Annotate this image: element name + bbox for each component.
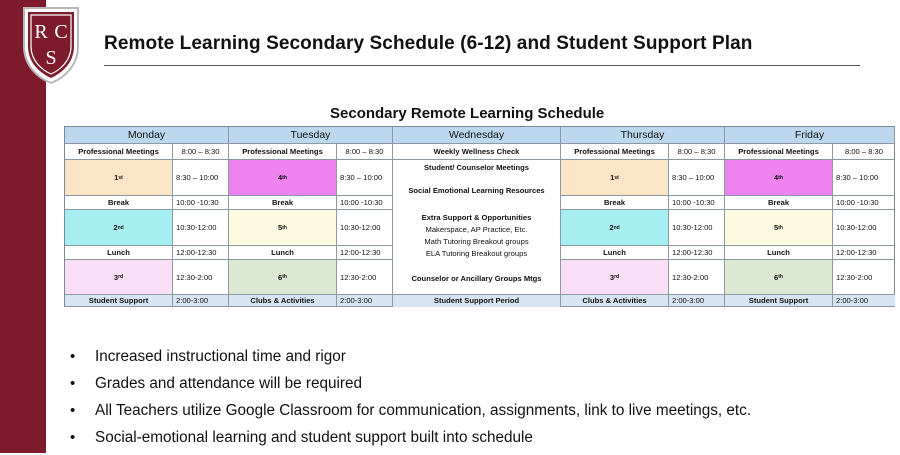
thursday-period-time: 8:00 – 8:30 bbox=[669, 144, 725, 160]
day-header-friday: Friday bbox=[725, 127, 895, 144]
day-header-monday: Monday bbox=[65, 127, 229, 144]
thursday-period-time: 2:00-3:00 bbox=[669, 295, 725, 307]
monday-period-time: 8:00 – 8:30 bbox=[173, 144, 229, 160]
thursday-period-label: Lunch bbox=[561, 246, 669, 260]
thursday-period-label: Break bbox=[561, 196, 669, 210]
day-header-wednesday: Wednesday bbox=[393, 127, 561, 144]
tuesday-period-label: Break bbox=[229, 196, 337, 210]
friday-period-label: 5 th bbox=[725, 210, 833, 246]
tuesday-period-time: 12:00-12:30 bbox=[337, 246, 393, 260]
monday-period-label: Professional Meetings bbox=[65, 144, 173, 160]
monday-period-time: 10:00 -10:30 bbox=[173, 196, 229, 210]
day-header-tuesday: Tuesday bbox=[229, 127, 393, 144]
slide-title: Remote Learning Secondary Schedule (6-12) and Student Support Plan bbox=[104, 33, 753, 54]
logo-letter-c: C bbox=[54, 21, 68, 43]
thursday-period-time: 10:30-12:00 bbox=[669, 210, 725, 246]
monday-period-label: Break bbox=[65, 196, 173, 210]
wednesday-groups-meetings: Counselor or Ancillary Groups Mtgs bbox=[411, 274, 542, 283]
wednesday-extra-item: Math Tutoring Breakout groups bbox=[424, 237, 529, 246]
monday-period-time: 8:30 – 10:00 bbox=[173, 160, 229, 196]
wednesday-counselor-meetings: Student/ Counselor Meetings bbox=[423, 163, 530, 172]
monday-period-time: 12:00-12:30 bbox=[173, 246, 229, 260]
thursday-period-label: Professional Meetings bbox=[561, 144, 669, 160]
tuesday-period-label: Lunch bbox=[229, 246, 337, 260]
day-header-thursday: Thursday bbox=[561, 127, 725, 144]
wednesday-student-support-period: Student Support Period bbox=[393, 294, 560, 307]
friday-period-time: 8:30 – 10:00 bbox=[833, 160, 895, 196]
tuesday-period-time: 2:00-3:00 bbox=[337, 295, 393, 307]
wednesday-wellness-check: Weekly Wellness Check bbox=[433, 147, 520, 156]
tuesday-period-label: 5 th bbox=[229, 210, 337, 246]
tuesday-period-time: 10:00 -10:30 bbox=[337, 196, 393, 210]
friday-period-label: Professional Meetings bbox=[725, 144, 833, 160]
bullet-item: • Grades and attendance will be required bbox=[70, 374, 751, 401]
monday-period-label: 2 nd bbox=[65, 210, 173, 246]
thursday-period-time: 12:00-12:30 bbox=[669, 246, 725, 260]
title-divider bbox=[104, 65, 860, 66]
tuesday-period-time: 10:30-12:00 bbox=[337, 210, 393, 246]
bullet-item: • All Teachers utilize Google Classroom for communication, assignments, link to live meetings, etc. bbox=[70, 401, 751, 428]
bullet-list bbox=[70, 347, 751, 455]
monday-period-label: 3 rd bbox=[65, 260, 173, 295]
wednesday-extra-item: Makerspace, AP Practice, Etc. bbox=[425, 225, 528, 234]
monday-period-time: 10:30-12:00 bbox=[173, 210, 229, 246]
thursday-period-label: 1 st bbox=[561, 160, 669, 196]
tuesday-period-label: Clubs & Activities bbox=[229, 295, 337, 307]
tuesday-period-time: 12:30-2:00 bbox=[337, 260, 393, 295]
monday-period-time: 12:30-2:00 bbox=[173, 260, 229, 295]
logo-letter-r: R bbox=[34, 21, 48, 43]
wednesday-divider bbox=[393, 159, 560, 160]
thursday-period-label: 2 nd bbox=[561, 210, 669, 246]
tuesday-period-time: 8:30 – 10:00 bbox=[337, 160, 393, 196]
thursday-period-label: Clubs & Activities bbox=[561, 295, 669, 307]
tuesday-period-label: 6 th bbox=[229, 260, 337, 295]
friday-period-label: 6 th bbox=[725, 260, 833, 295]
thursday-period-time: 10:00 -10:30 bbox=[669, 196, 725, 210]
bullet-item: • Increased instructional time and rigor bbox=[70, 347, 751, 374]
friday-period-time: 8:00 – 8:30 bbox=[833, 144, 895, 160]
friday-period-label: Lunch bbox=[725, 246, 833, 260]
friday-period-time: 10:00 -10:30 bbox=[833, 196, 895, 210]
wednesday-sel-resources: Social Emotional Learning Resources bbox=[408, 186, 545, 195]
friday-period-time: 12:00-12:30 bbox=[833, 246, 895, 260]
friday-period-time: 10:30-12:00 bbox=[833, 210, 895, 246]
monday-period-label: Lunch bbox=[65, 246, 173, 260]
logo-letter-s: S bbox=[45, 47, 57, 69]
schedule-table bbox=[64, 126, 895, 307]
monday-period-label: Student Support bbox=[65, 295, 173, 307]
friday-period-label: 4 th bbox=[725, 160, 833, 196]
tuesday-period-time: 8:00 – 8:30 bbox=[337, 144, 393, 160]
tuesday-period-label: 4 th bbox=[229, 160, 337, 196]
monday-period-time: 2:00-3:00 bbox=[173, 295, 229, 307]
monday-period-label: 1 st bbox=[65, 160, 173, 196]
rcs-shield-logo bbox=[20, 4, 82, 86]
wednesday-column bbox=[393, 144, 561, 307]
friday-period-label: Student Support bbox=[725, 295, 833, 307]
tuesday-period-label: Professional Meetings bbox=[229, 144, 337, 160]
friday-period-time: 12:30-2:00 bbox=[833, 260, 895, 295]
thursday-period-label: 3 rd bbox=[561, 260, 669, 295]
wednesday-extra-support-title: Extra Support & Opportunities bbox=[421, 213, 532, 222]
bullet-item: • Social-emotional learning and student support built into schedule bbox=[70, 428, 751, 455]
friday-period-label: Break bbox=[725, 196, 833, 210]
friday-period-time: 2:00-3:00 bbox=[833, 295, 895, 307]
schedule-title: Secondary Remote Learning Schedule bbox=[330, 105, 605, 122]
wednesday-extra-item: ELA Tutoring Breakout groups bbox=[425, 249, 528, 258]
thursday-period-time: 8:30 – 10:00 bbox=[669, 160, 725, 196]
thursday-period-time: 12:30-2:00 bbox=[669, 260, 725, 295]
